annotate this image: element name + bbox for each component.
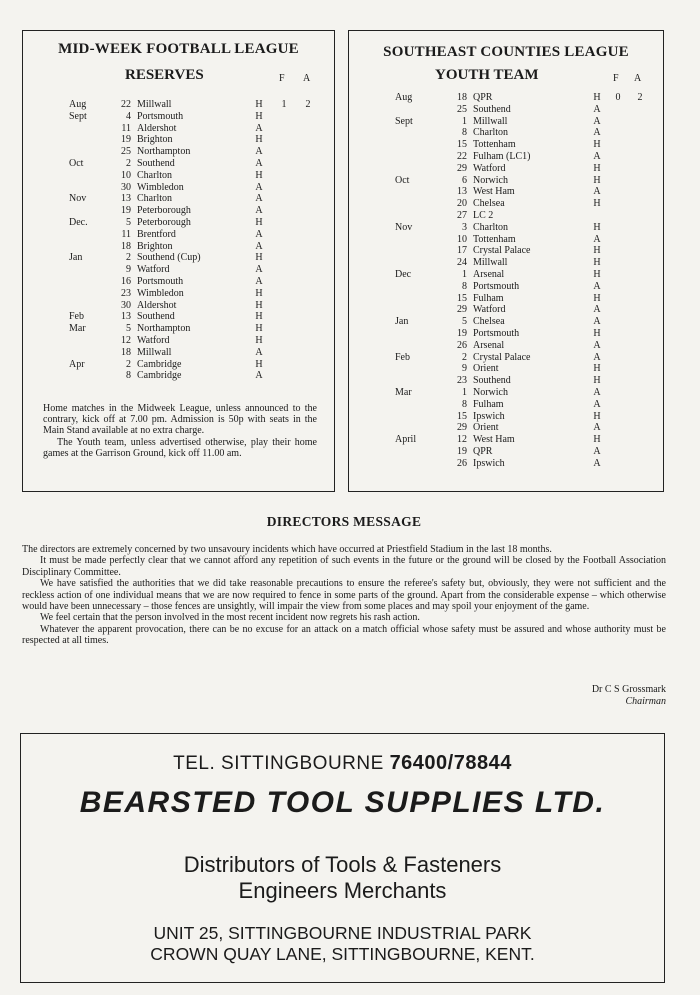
fixture-opponent: Northampton (137, 323, 191, 335)
directors-paragraph: Whatever the apparent provocation, there can be no excuse for an attack on a match official whose safety must be assured and whose authority must be respected at all times. (22, 623, 666, 647)
fixture-venue: A (255, 157, 263, 169)
youth-col-a-header: A (634, 73, 642, 84)
fixture-month: Mar (395, 386, 412, 398)
fixture-venue: H (593, 375, 601, 387)
reserves-col-a-header: A (303, 73, 311, 84)
fixture-row (69, 347, 319, 359)
ad-description-line1: Distributors of Tools & Fasteners (183, 852, 502, 877)
signature-role: Chairman (625, 696, 666, 707)
fixture-row (69, 264, 319, 276)
fixture-month: Sept (395, 115, 413, 127)
fixture-month: Oct (69, 157, 84, 169)
fixture-row (395, 92, 655, 104)
directors-message-body (22, 544, 666, 647)
fixture-venue: A (255, 122, 263, 134)
fixture-day: 15 (457, 292, 467, 304)
reserves-league-title: MID-WEEK FOOTBALL LEAGUE (58, 41, 299, 57)
fixture-venue: H (593, 434, 601, 446)
fixture-day: 19 (121, 134, 131, 146)
fixture-row (69, 252, 319, 264)
fixture-goals-against: 2 (637, 92, 643, 103)
fixture-day: 18 (457, 92, 467, 103)
fixture-opponent: Millwall (137, 99, 172, 110)
fixture-day: 18 (121, 240, 131, 252)
fixture-opponent: Crystal Palace (473, 245, 531, 257)
fixture-day: 29 (457, 162, 467, 174)
reserves-fixtures-panel (22, 30, 335, 492)
reserves-note-home-matches: Home matches in the Midweek League, unless announced to the contrary, kick off at 7.00 pm. Admission is 50p with seats in the Main Stand available at no extra charge. (43, 403, 317, 437)
fixture-row (395, 281, 655, 293)
fixture-row (395, 269, 655, 281)
fixture-opponent: Wimbledon (137, 287, 184, 299)
fixture-day: 13 (457, 186, 467, 198)
fixture-venue: A (593, 150, 601, 162)
fixture-day: 19 (457, 445, 467, 457)
fixture-month: April (395, 434, 417, 446)
fixture-venue: A (593, 103, 601, 115)
fixture-opponent: Millwall (473, 115, 508, 127)
fixture-venue: A (255, 205, 263, 217)
fixture-day: 2 (126, 157, 131, 169)
fixture-day: 27 (457, 209, 467, 221)
fixture-venue: H (593, 92, 601, 103)
fixture-venue: H (593, 221, 601, 233)
fixture-opponent: Norwich (473, 386, 508, 398)
fixture-row (69, 205, 319, 217)
fixture-opponent: Charlton (137, 169, 172, 181)
fixture-month: Sept (69, 110, 87, 122)
fixture-venue: A (593, 304, 601, 316)
fixture-row (395, 387, 655, 399)
fixture-venue: H (255, 110, 263, 122)
fixture-opponent: QPR (473, 445, 493, 457)
directors-paragraph: It must be made perfectly clear that we cannot afford any repetition of such events in the future or the ground will be closed by the Football Association Disciplinary Committee. (22, 555, 666, 578)
fixture-row (395, 352, 655, 364)
fixture-venue: A (593, 316, 601, 328)
fixture-row (69, 300, 319, 312)
fixture-day: 15 (457, 139, 467, 151)
directors-message-heading: DIRECTORS MESSAGE (266, 514, 422, 529)
fixture-goals-for: 0 (615, 92, 621, 103)
fixture-opponent: Southend (137, 311, 175, 323)
fixture-opponent: Tottenham (473, 139, 516, 151)
fixture-day: 22 (457, 150, 467, 162)
fixture-venue: H (593, 162, 601, 174)
fixture-row (69, 370, 319, 382)
fixture-venue: H (593, 174, 601, 186)
fixture-venue: H (255, 323, 263, 335)
fixture-day: 12 (457, 434, 467, 446)
fixture-row (395, 422, 655, 434)
fixture-day: 9 (126, 264, 131, 276)
fixture-opponent: Ipswich (473, 457, 505, 469)
fixture-day: 19 (457, 327, 467, 339)
fixture-row (69, 182, 319, 194)
fixture-row (395, 363, 655, 375)
fixture-row (69, 323, 319, 335)
fixture-venue: A (593, 351, 601, 363)
fixture-row (395, 116, 655, 128)
fixture-day: 1 (462, 386, 467, 398)
fixture-month: Jan (395, 316, 409, 328)
fixture-row (69, 134, 319, 146)
fixture-opponent: Chelsea (473, 316, 505, 328)
fixture-opponent: Chelsea (473, 198, 505, 210)
fixture-row (69, 111, 319, 123)
fixture-opponent: Charlton (473, 127, 508, 139)
fixture-opponent: Portsmouth (473, 280, 520, 292)
fixture-opponent: Watford (137, 334, 170, 346)
fixture-day: 8 (462, 280, 467, 292)
fixture-row (395, 222, 655, 234)
youth-league-title: SOUTHEAST COUNTIES LEAGUE (383, 44, 629, 60)
fixture-day: 22 (121, 99, 131, 110)
fixture-venue: A (593, 445, 601, 457)
fixture-row (395, 257, 655, 269)
fixture-day: 25 (457, 103, 467, 115)
fixture-venue: H (255, 287, 263, 299)
fixture-opponent: West Ham (473, 434, 515, 446)
fixture-venue: A (593, 186, 601, 198)
youth-fixtures-panel (348, 30, 664, 492)
fixture-day: 29 (457, 422, 467, 434)
fixture-row (69, 99, 319, 111)
fixture-venue: H (593, 292, 601, 304)
fixture-row (69, 123, 319, 135)
fixture-day: 2 (462, 351, 467, 363)
fixture-row (395, 458, 655, 470)
fixture-row (395, 316, 655, 328)
fixture-opponent: Millwall (137, 346, 172, 358)
fixture-day: 10 (457, 233, 467, 245)
fixture-day: 17 (457, 245, 467, 257)
fixture-row (69, 359, 319, 371)
fixture-venue: A (593, 280, 601, 292)
fixture-venue: H (255, 99, 263, 110)
fixture-opponent: Portsmouth (137, 110, 184, 122)
fixture-day: 2 (126, 252, 131, 264)
fixture-row (395, 186, 655, 198)
fixture-row (69, 288, 319, 300)
fixture-day: 6 (462, 174, 467, 186)
fixture-row (395, 210, 655, 222)
fixture-day: 26 (457, 457, 467, 469)
fixture-opponent: Cambridge (137, 370, 182, 382)
ad-tel-label: TEL. SITTINGBOURNE (173, 753, 384, 774)
ad-address-line2: CROWN QUAY LANE, SITTINGBOURNE, KENT. (150, 944, 535, 964)
fixture-day: 2 (126, 358, 131, 370)
directors-paragraph: We have satisfied the authorities that we did take reasonable precautions to ensure the referee's safety but, obviously, they were not sufficient and the reckless action of one individual means that we are now required to fence in some parts of the ground. Apart from the considerable expense – which otherwise would have been unnecessary – those fences are unsightly, will impair the view from some places and may spoil your enjoyment of the game. (22, 578, 666, 613)
fixture-opponent: Fulham (473, 292, 504, 304)
fixture-day: 19 (121, 205, 131, 217)
fixture-row (395, 127, 655, 139)
fixture-opponent: Orient (473, 422, 499, 434)
fixture-opponent: Brentford (137, 228, 176, 240)
fixture-venue: H (255, 134, 263, 146)
fixture-row (69, 229, 319, 241)
fixture-day: 4 (126, 110, 131, 122)
fixture-row (395, 245, 655, 257)
fixture-month: Feb (69, 311, 84, 323)
fixture-day: 25 (121, 146, 131, 158)
fixture-day: 9 (462, 363, 467, 375)
fixture-venue: A (593, 127, 601, 139)
fixture-venue: H (255, 169, 263, 181)
fixture-venue: A (593, 398, 601, 410)
reserves-col-f-header: F (279, 73, 285, 84)
fixture-day: 16 (121, 275, 131, 287)
fixture-venue: H (255, 311, 263, 323)
fixture-day: 12 (121, 334, 131, 346)
fixture-opponent: Arsenal (473, 339, 505, 351)
fixture-day: 23 (121, 287, 131, 299)
fixture-venue: H (255, 358, 263, 370)
fixture-day: 24 (457, 257, 467, 269)
fixture-opponent: Charlton (137, 193, 172, 205)
fixture-row (395, 340, 655, 352)
directors-paragraph: We feel certain that the person involved in the most recent incident now regrets his rash action. (40, 612, 420, 624)
fixture-venue: A (593, 339, 601, 351)
fixture-row (69, 193, 319, 205)
fixture-day: 5 (462, 316, 467, 328)
fixture-day: 1 (462, 268, 467, 280)
advertisement-box (20, 733, 665, 983)
fixture-row (395, 375, 655, 387)
fixture-venue: A (255, 264, 263, 276)
chairman-signature (592, 684, 666, 708)
fixture-opponent: Southend (473, 103, 511, 115)
fixture-row (395, 411, 655, 423)
fixture-day: 5 (126, 323, 131, 335)
fixture-row (395, 399, 655, 411)
reserves-note-youth: The Youth team, unless advertised otherwise, play their home games at the Garrison Ground, kick off 11.00 am. (43, 436, 317, 459)
fixture-row (395, 163, 655, 175)
fixture-day: 1 (462, 115, 467, 127)
fixture-month: Jan (69, 252, 83, 264)
fixture-day: 15 (457, 410, 467, 422)
fixture-day: 23 (457, 375, 467, 387)
fixture-venue: A (255, 228, 263, 240)
fixture-row (395, 175, 655, 187)
fixture-venue: A (255, 370, 263, 382)
reserves-kickoff-note (43, 403, 317, 459)
fixture-row (69, 335, 319, 347)
fixture-opponent: Watford (137, 264, 170, 276)
fixture-opponent: Wimbledon (137, 181, 184, 193)
fixture-row (69, 170, 319, 182)
ad-address-line1: UNIT 25, SITTINGBOURNE INDUSTRIAL PARK (153, 923, 532, 943)
fixture-day: 11 (121, 228, 131, 240)
fixture-day: 10 (121, 169, 131, 181)
fixture-venue: A (593, 233, 601, 245)
fixture-opponent: Northampton (137, 146, 191, 158)
fixture-venue: A (593, 457, 601, 469)
youth-team-title: YOUTH TEAM (435, 67, 539, 83)
fixture-row (395, 104, 655, 116)
fixture-row (69, 276, 319, 288)
fixture-opponent: Peterborough (137, 205, 191, 217)
fixture-venue: A (593, 386, 601, 398)
fixture-month: Mar (69, 323, 86, 335)
fixture-row (395, 151, 655, 163)
ad-tel-number: 76400/78844 (389, 752, 512, 774)
fixture-row (395, 328, 655, 340)
fixture-row (69, 158, 319, 170)
fixture-venue: H (593, 198, 601, 210)
fixture-venue: H (255, 216, 263, 228)
fixture-venue: A (255, 240, 263, 252)
fixture-row (395, 304, 655, 316)
fixture-opponent: Brighton (137, 134, 173, 146)
fixture-goals-against: 2 (305, 99, 311, 110)
reserves-fixture-list (69, 99, 319, 382)
fixture-venue: H (593, 327, 601, 339)
fixture-venue: H (593, 410, 601, 422)
fixture-month: Feb (395, 351, 410, 363)
ad-telephone (21, 752, 664, 775)
fixture-opponent: Brighton (137, 240, 173, 252)
fixture-day: 8 (462, 398, 467, 410)
fixture-day: 26 (457, 339, 467, 351)
fixture-month: Dec (395, 268, 412, 280)
fixture-opponent: Portsmouth (137, 275, 184, 287)
fixture-opponent: Fulham (LC1) (473, 150, 531, 162)
fixture-row (395, 139, 655, 151)
fixture-day: 30 (121, 299, 131, 311)
fixture-opponent: Southend (137, 157, 175, 169)
fixture-venue: A (255, 193, 263, 205)
fixture-venue: A (255, 275, 263, 287)
fixture-venue: A (255, 181, 263, 193)
fixture-opponent: Watford (473, 304, 506, 316)
fixture-row (395, 434, 655, 446)
fixture-opponent: Peterborough (137, 216, 191, 228)
fixture-opponent: Millwall (473, 257, 508, 269)
fixture-venue: H (593, 363, 601, 375)
fixture-opponent: Aldershot (137, 299, 177, 311)
fixture-row (395, 234, 655, 246)
fixture-opponent: Charlton (473, 221, 508, 233)
fixture-opponent: Tottenham (473, 233, 516, 245)
fixture-venue: H (593, 139, 601, 151)
fixture-row (395, 198, 655, 210)
fixture-day: 30 (121, 181, 131, 193)
fixture-row (69, 217, 319, 229)
fixture-opponent: LC 2 (473, 209, 494, 221)
fixture-venue: H (593, 245, 601, 257)
fixture-opponent: Southend (473, 375, 511, 387)
fixture-opponent: QPR (473, 92, 493, 103)
ad-company-name: BEARSTED TOOL SUPPLIES LTD. (79, 786, 606, 819)
fixture-day: 5 (126, 216, 131, 228)
fixture-month: Apr (69, 358, 85, 370)
youth-fixture-list (395, 92, 655, 470)
fixture-opponent: Orient (473, 363, 499, 375)
fixture-day: 8 (126, 370, 131, 382)
fixture-opponent: Ipswich (473, 410, 505, 422)
fixture-day: 3 (462, 221, 467, 233)
fixture-venue: H (255, 252, 263, 264)
fixture-opponent: Crystal Palace (473, 351, 531, 363)
fixture-venue: A (255, 346, 263, 358)
fixture-row (69, 241, 319, 253)
fixture-row (395, 293, 655, 305)
fixture-goals-for: 1 (281, 99, 287, 110)
fixture-opponent: Fulham (473, 398, 504, 410)
directors-message (22, 514, 666, 707)
fixture-venue: H (593, 257, 601, 269)
fixture-opponent: Cambridge (137, 358, 182, 370)
fixture-month: Nov (69, 193, 87, 205)
fixture-venue: A (593, 115, 601, 127)
signature-name: Dr C S Grossmark (591, 684, 666, 695)
fixture-opponent: West Ham (473, 186, 515, 198)
fixture-day: 20 (457, 198, 467, 210)
fixture-opponent: Norwich (473, 174, 508, 186)
fixture-month: Aug (69, 99, 87, 110)
fixture-row (69, 146, 319, 158)
fixture-day: 13 (121, 193, 131, 205)
fixture-opponent: Aldershot (137, 122, 177, 134)
fixture-venue: H (593, 268, 601, 280)
fixture-opponent: Arsenal (473, 268, 505, 280)
fixture-venue: A (593, 422, 601, 434)
fixture-day: 18 (121, 346, 131, 358)
directors-paragraph: The directors are extremely concerned by two unsavoury incidents which have occurred at Priestfield Stadium in the last 18 months. (22, 544, 552, 555)
fixture-month: Oct (395, 174, 410, 186)
fixture-opponent: Watford (473, 162, 506, 174)
fixture-venue: H (255, 299, 263, 311)
reserves-team-title: RESERVES (125, 67, 204, 83)
fixture-venue: H (255, 334, 263, 346)
fixture-day: 29 (457, 304, 467, 316)
fixture-row (69, 311, 319, 323)
ad-description-line2: Engineers Merchants (238, 878, 447, 903)
fixture-row (395, 446, 655, 458)
fixture-opponent: Southend (Cup) (137, 252, 201, 264)
fixture-day: 11 (121, 122, 131, 134)
fixture-day: 13 (121, 311, 131, 323)
youth-col-f-header: F (613, 73, 619, 84)
fixture-month: Nov (395, 221, 413, 233)
fixture-month: Dec. (69, 216, 88, 228)
fixture-opponent: Portsmouth (473, 327, 520, 339)
fixture-venue: A (255, 146, 263, 158)
fixture-month: Aug (395, 92, 413, 103)
fixture-day: 8 (462, 127, 467, 139)
